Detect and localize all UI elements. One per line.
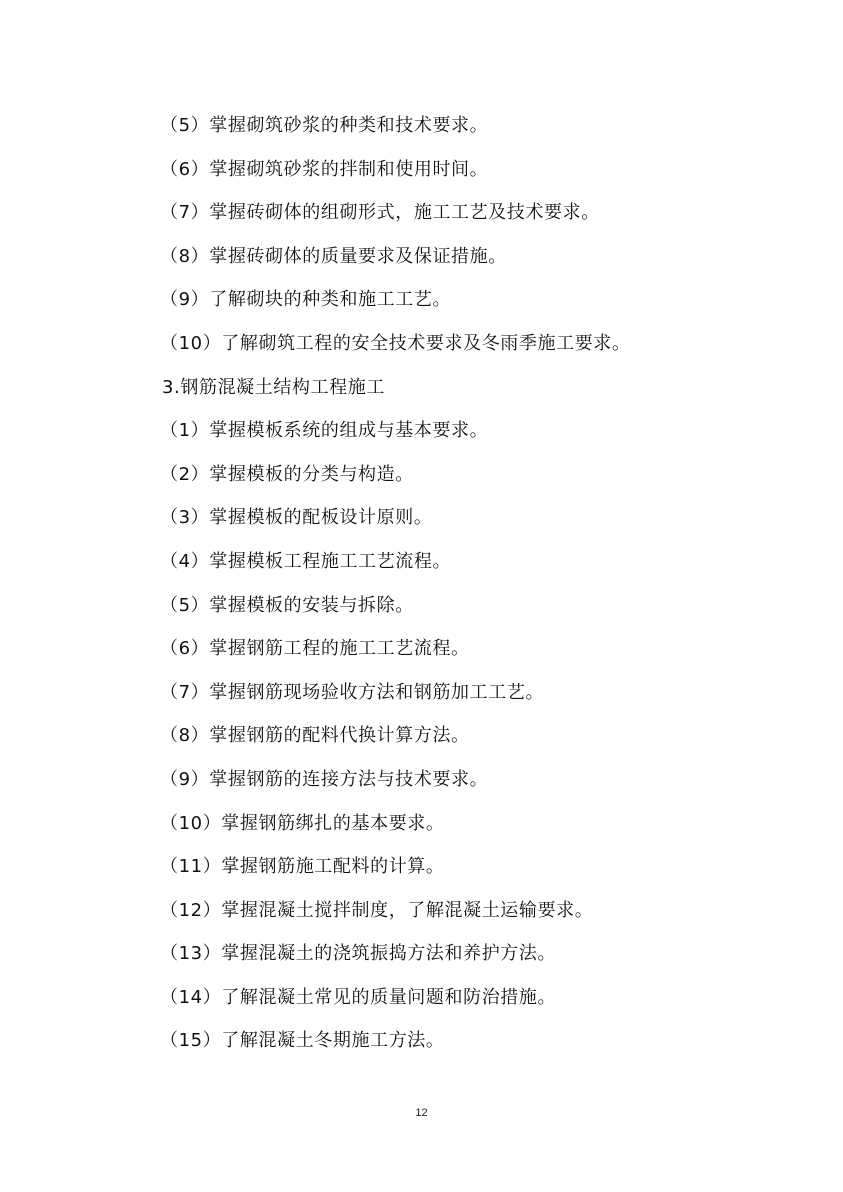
list-item: （8）掌握砖砌体的质量要求及保证措施。 xyxy=(160,245,507,267)
list-item: （6）掌握钢筋工程的施工工艺流程。 xyxy=(160,638,470,660)
list-item: （8）掌握钢筋的配料代换计算方法。 xyxy=(160,725,470,747)
list-item: （6）掌握砌筑砂浆的拌制和使用时间。 xyxy=(160,158,489,180)
list-item: （2）掌握模板的分类与构造。 xyxy=(160,463,414,485)
list-item: （5）掌握模板的安装与拆除。 xyxy=(160,594,414,616)
document-body xyxy=(160,104,720,1063)
list-item: （13）掌握混凝土的浇筑振捣方法和养护方法。 xyxy=(160,943,557,965)
list-item: （11）掌握钢筋施工配料的计算。 xyxy=(160,856,445,878)
list-item: （9）了解砌块的种类和施工工艺。 xyxy=(160,289,452,311)
list-item: （3）掌握模板的配板设计原则。 xyxy=(160,507,433,529)
list-item: （5）掌握砌筑砂浆的种类和技术要求。 xyxy=(160,115,489,136)
section-heading: 3.钢筋混凝土结构工程施工 xyxy=(162,376,385,398)
list-item: （12）掌握混凝土搅拌制度，了解混凝土运输要求。 xyxy=(160,899,594,921)
page-number: 12 xyxy=(415,1107,428,1119)
list-item: （14）了解混凝土常见的质量问题和防治措施。 xyxy=(160,986,557,1008)
list-item: （7）掌握钢筋现场验收方法和钢筋加工工艺。 xyxy=(160,681,545,703)
list-item: （4）掌握模板工程施工工艺流程。 xyxy=(160,550,452,572)
list-item: （10）掌握钢筋绑扎的基本要求。 xyxy=(160,812,445,834)
list-item: （15）了解混凝土冬期施工方法。 xyxy=(160,1030,445,1052)
list-item: （1）掌握模板系统的组成与基本要求。 xyxy=(160,420,489,442)
list-item: （7）掌握砖砌体的组砌形式，施工工艺及技术要求。 xyxy=(160,202,600,224)
list-item: （10）了解砌筑工程的安全技术要求及冬雨季施工要求。 xyxy=(160,332,631,354)
list-item: （9）掌握钢筋的连接方法与技术要求。 xyxy=(160,768,489,790)
